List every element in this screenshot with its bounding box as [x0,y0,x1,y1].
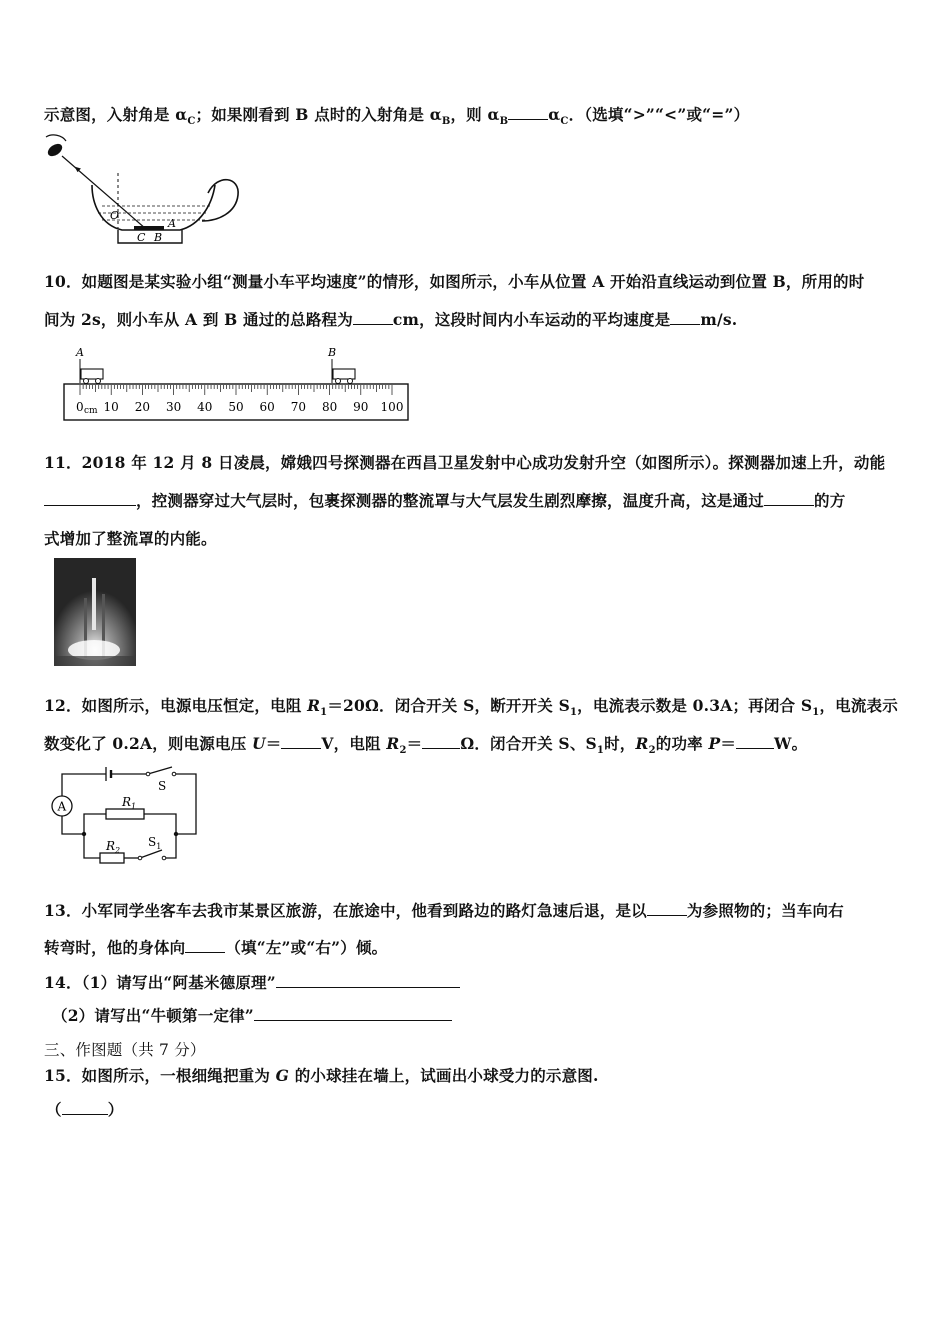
cup-refraction-figure [40,133,245,253]
cart-a-icon [80,359,103,384]
ruler-tick-label: 80 [321,400,338,414]
point-a-label: A [168,217,176,230]
q12-blank-r2[interactable] [422,734,460,749]
q15-answer: （ ） [46,1100,124,1119]
q10-blank-speed[interactable] [670,310,700,325]
ruler-tick-label: 50 [228,400,244,414]
r1-label: $R_1$ [122,795,137,811]
ruler-tick-label: 70 [290,400,307,414]
ruler-unit-label: cm [84,406,98,416]
q14-blank-newton[interactable] [254,1006,452,1021]
q9-line1: 示意图，入射角是 $\alpha_C$；如果刚看到 B 点时的入射角是 $\alpha_B$，则 $\alpha_B$ $\alpha_C$．（选填“>”“<”或“=”） [44,105,750,128]
position-b-label: B [328,346,337,359]
q11-line1: 11．2018 年 12 月 8 日凌晨，嫦娥四号探测器在西昌卫星发射中心成功发射升空（如图所示）。探测器加速上升，动能 [44,453,886,472]
cart-b-icon [332,359,355,384]
ruler-tick-label: 10 [103,400,119,414]
q12-blank-power[interactable] [736,734,774,749]
q9-blank[interactable] [508,105,548,120]
q12-line2: 数变化了 0.2A，则电源电压 U＝ V，电阻 $R_2= \Omega$．闭合开关 S、$S_1$时，$R_2$的功率 P＝ W。 [44,734,808,757]
q13-blank-direction[interactable] [185,938,225,953]
q13-line1: 13．小军同学坐客车去我市某景区旅游，在旅途中，他看到路边的路灯急速后退，是以 为参照物的；当车向右 [44,901,844,920]
svg-text:A: A [57,799,67,814]
rocket-launch-photo [54,558,136,666]
q13-blank-reference[interactable] [647,901,687,916]
ruler-tick-label: 60 [259,400,275,414]
ruler-tick-label: 30 [165,400,182,414]
q14-line2: （2）请写出“牛顿第一定律” [52,1004,452,1026]
ruler-zero-label: 0 [76,400,84,414]
point-o-label: O [110,209,120,222]
q12-line1: 12．如图所示，电源电压恒定，电阻 $R_1=20\Omega$．闭合开关 S，断开开关 $S_1$，电流表示数是 0.3A；再闭合 $S_1$，电流表示 [44,696,898,719]
switch-s1-label: $S_1$ [148,835,162,851]
q10-line2: 间为 2s，则小车从 A 到 B 通过的总路程为 cm，这段时间内小车运动的平均速度是 m/s. [44,310,738,329]
q11-blank-kinetic[interactable] [44,491,136,506]
eye-icon [46,135,66,159]
q10-line1: 10．如题图是某实验小组“测量小车平均速度”的情形，如图所示，小车从位置 A 开始沿直线运动到位置 B，所用的时 [44,272,865,291]
circuit-diagram [44,762,204,866]
q11-line3: 式增加了整流罩的内能。 [44,529,217,548]
section-3-title: 三、作图题（共 7 分） [44,1041,206,1059]
q13-line2: 转弯时，他的身体向 （填“左”或“右”）倾。 [44,938,388,957]
point-b-label: B [154,231,163,244]
q11-line2: ，控测器穿过大气层时，包裹探测器的整流罩与大气层发生剧烈摩擦，温度升高，这是通过 的方 [44,489,845,511]
ammeter-icon [52,796,72,816]
q10-blank-distance[interactable] [353,310,393,325]
ruler-tick-label: 20 [134,400,151,414]
q15-blank-answer[interactable] [62,1100,108,1115]
ruler-tick-label: 40 [197,400,213,414]
ruler-tick-label: 100 [380,400,404,414]
q15-line1: 15．如图所示，一根细绳把重为 G 的小球挂在墙上，试画出小球受力的示意图. [44,1066,599,1085]
point-c-label: C [137,231,146,244]
q11-blank-method[interactable] [764,491,814,506]
position-a-label: A [76,346,84,359]
q14-line1: 14．（1）请写出“阿基米德原理” [44,971,460,993]
q12-blank-voltage[interactable] [281,734,321,749]
ruler-figure [62,343,412,425]
q14-blank-archimedes[interactable] [276,973,460,988]
switch-s-label: S [158,779,167,793]
ruler-tick-label: 90 [353,400,369,414]
r2-label: $R_2$ [106,839,121,855]
